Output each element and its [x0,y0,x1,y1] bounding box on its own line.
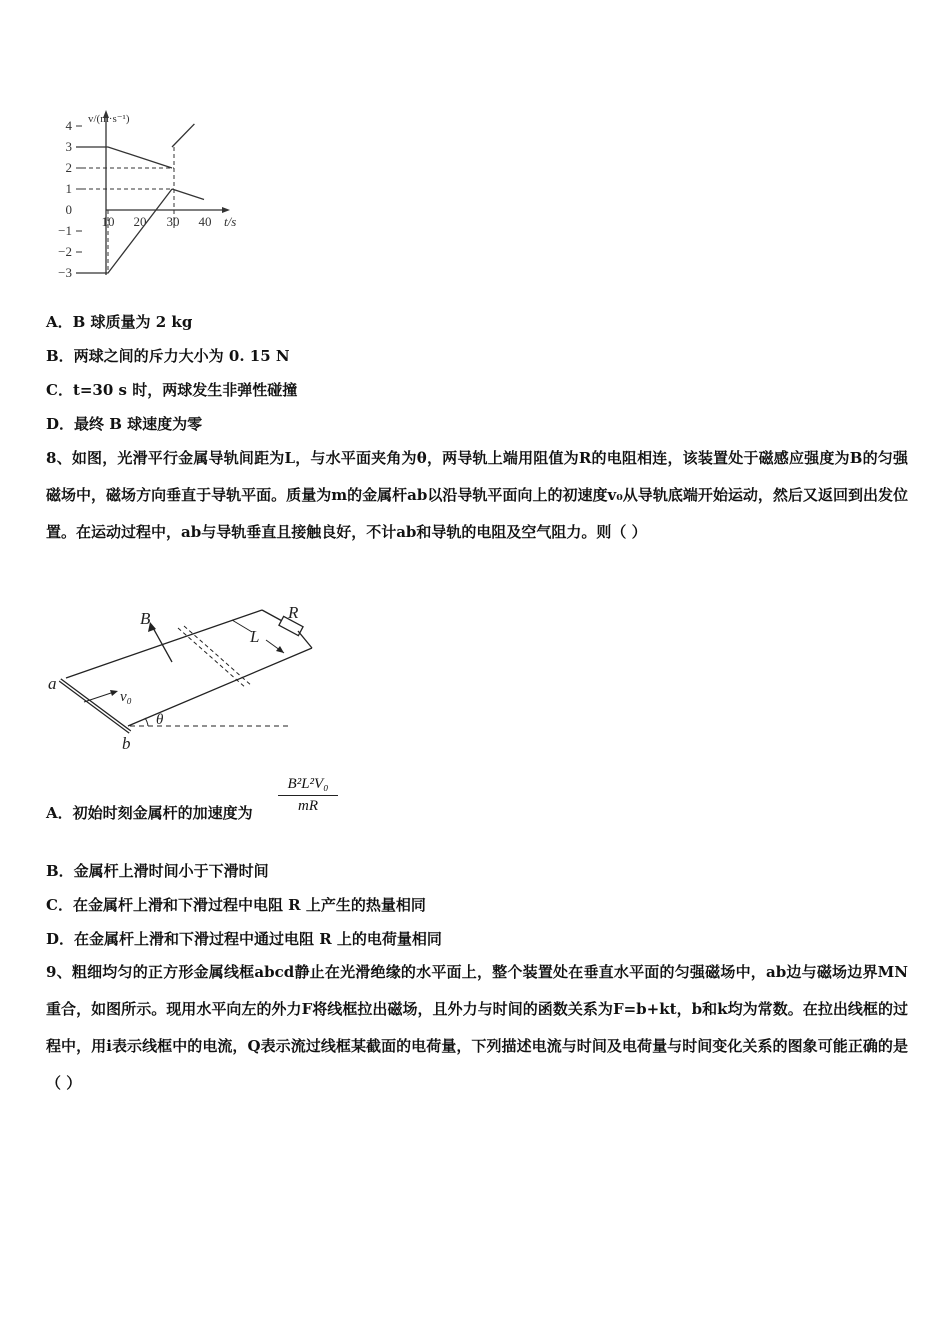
x-axis-label: t/s [224,214,237,229]
label-a: a [48,674,57,693]
q7-option-a: A．B 球质量为 2 kg [46,313,193,331]
fraction-numerator: B²L²V₀ [278,776,338,796]
q8-stem: 8、如图，光滑平行金属导轨间距为L，与水平面夹角为θ，两导轨上端用阻值为R的电阻相连，该装置处于磁感应强度为B的匀强磁场中，磁场方向垂直于导轨平面。质量为m的金属杆ab以沿导轨平面向上的初速度v₀从导轨底端开始运动，然后又返回到出发位置。在运动过程中，ab与导轨垂直且接触良好，不计ab和导轨的电阻及空气阻力。则（ ） [46,449,908,541]
y-tick-2: 2 [65,160,72,175]
q8-option-a: A．初始时刻金属杆的加速度为 [46,804,253,822]
series-line-0 [76,147,172,168]
fraction-denominator: mR [298,798,318,814]
y-axis-label: v/(m·s⁻¹) [88,113,130,125]
velocity-arrow-head [110,690,118,696]
x-tick-labels [102,214,212,229]
series-line-3 [172,189,204,200]
y-tick-1: 1 [65,181,72,196]
y-tick-labels [58,118,72,280]
velocity-time-graph [44,100,264,285]
y-tick-3: 3 [65,139,72,154]
y-tick-0: 0 [65,202,72,217]
angle-arc [145,718,148,726]
dimension-L-left [232,620,252,632]
label-theta: θ [156,712,164,728]
y-tick-neg2: −2 [58,244,72,259]
series-line-1 [172,124,194,147]
x-tick-10: 10 [101,214,115,229]
rail-end-right [298,631,312,648]
y-tick-neg1: −1 [58,223,72,238]
q7-option-d: D．最终 B 球速度为零 [46,415,203,433]
label-R: R [288,603,299,622]
x-tick-40: 40 [198,214,212,229]
label-b: b [122,734,131,753]
label-B: B [140,609,151,628]
y-tick-marks [76,126,82,252]
dimension-L-arrow [276,646,284,653]
q9-stem: 9、粗细均匀的正方形金属线框abcd静止在光滑绝缘的水平面上，整个装置处在垂直水平面的匀强磁场中，ab边与磁场边界MN重合，如图所示。现用水平向左的外力F将线框拉出磁场，且外力与时间的函数关系为F=b+kt，b和k均为常数。在拉出线框的过程中，用i表示线框中的电流，Q表示流过线框某截面的电荷量，下列描述电流与时间及电荷量与时间变化关系的图象可能正确的是（ ） [46,963,908,1092]
x-axis-arrow [222,207,230,213]
velocity-arrow [84,692,114,702]
q7-option-b: B．两球之间的斥力大小为 0. 15 N [46,347,290,365]
y-tick-4: 4 [65,118,72,133]
q8-option-c: C．在金属杆上滑和下滑过程中电阻 R 上产生的热量相同 [46,896,426,914]
label-v0: v₀ [120,689,132,705]
series-line-2 [76,189,172,273]
x-tick-20: 20 [133,214,147,229]
rod-ab-inner [60,680,130,732]
q8-option-b: B．金属杆上滑时间小于下滑时间 [46,862,269,880]
q8-option-d: D．在金属杆上滑和下滑过程中通过电阻 R 上的电荷量相同 [46,930,442,948]
series-layer [76,124,204,273]
inclined-rails-figure [44,598,324,758]
y-tick-neg3: −3 [58,265,72,280]
field-arrow [152,626,172,662]
q8-option-a-fraction [278,776,338,815]
rail-end-left [262,610,284,622]
label-L: L [250,627,260,646]
x-tick-30: 30 [166,214,180,229]
q7-option-c: C．t=30 s 时，两球发生非弹性碰撞 [46,381,298,399]
